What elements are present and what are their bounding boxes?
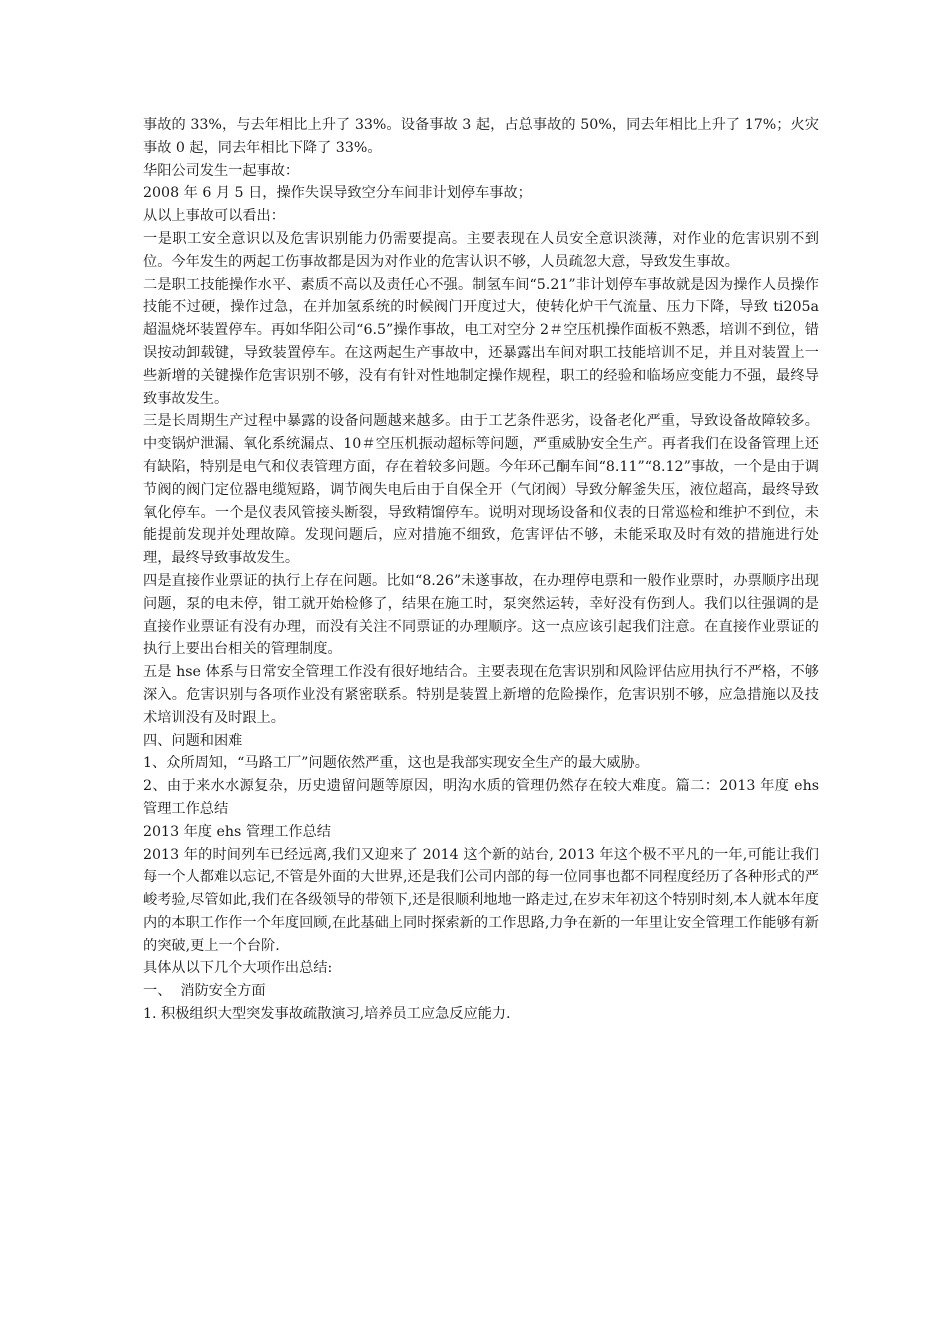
paragraph-7: 三是长周期生产过程中暴露的设备问题越来越多。由于工艺条件恶劣，设备老化严重，导致设备故障较多。中变锅炉泄漏、氧化系统漏点、10＃空压机振动超标等问题，严重威胁安全生产。再者我们在设备管理上还有缺陷，特别是电气和仪表管理方面，存在着较多问题。今年环己酮车间“8.11”“8.12”事故，一个是由于调节阀的阀门定位器电缆短路，调节阀失电后由于自保全开（气闭阀）导致分解釜失压，液位超高，最终导致氧化停车。一个是仪表风管接头断裂，导致精馏停车。说明对现场设备和仪表的日常巡检和维护不到位，未能提前发现并处理故障。发现问题后，应对措施不细致，危害评估不够，未能采取及时有效的措施进行处理，最终导致事故发生。 <box>143 413 819 567</box>
paragraph-8: 四是直接作业票证的执行上存在问题。比如“8.26”未遂事故，在办理停电票和一般作业票时，办票顺序出现问题，泵的电未停，钳工就开始检修了，结果在施工时，泵突然运转，幸好没有伤到人。我们以往强调的是直接作业票证有没有办理，而没有关注不同票证的办理顺序。这一点应该引起我们注意。在直接作业票证的执行上要出台相关的管理制度。 <box>143 572 819 658</box>
paragraph-6: 二是职工技能操作水平、素质不高以及责任心不强。制氢车间“5.21”非计划停车事故就是因为操作人员操作技能不过硬，操作过急，在并加氢系统的时候阀门开度过大，使转化炉干气流量、压力下降，导致 ti205a 超温烧坏装置停车。再如华阳公司“6.5”操作事故，电工对空分 2＃空压机操作面板不熟悉，培训不到位，错误按动卸载键，导致装置停车。在这两起生产事故中，还暴露出车间对职工技能培训不足，并且对装置上一些新增的关键操作危害识别不够，没有有针对性地制定操作规程，职工的经验和临场应变能力不强，最终导致事故发生。 <box>143 276 824 407</box>
paragraph-12: 2、由于来水水源复杂，历史遗留问题等原因，明沟水质的管理仍然存在较大难度。篇二：2013 年度 ehs 管理工作总结 <box>143 778 824 817</box>
report-title: 2013 年度 ehs 管理工作总结 <box>143 823 331 840</box>
paragraph-9: 五是 hse 体系与日常安全管理工作没有很好地结合。主要表现在危害识别和风险评估应用执行不严格，不够深入。危害识别与各项作业没有紧密联系。特别是装置上新增的危险操作，危害识别不够，应急措施以及技术培训没有及时跟上。 <box>143 664 819 726</box>
paragraph-15: 具体从以下几个大项作出总结: <box>143 960 333 977</box>
document-page <box>143 114 824 1026</box>
paragraph-2: 华阳公司发生一起事故： <box>143 162 300 179</box>
paragraph-4: 从以上事故可以看出： <box>143 208 285 225</box>
section-heading-problems: 四、问题和困难 <box>143 732 243 749</box>
paragraph-5: 一是职工安全意识以及危害识别能力仍需要提高。主要表现在人员安全意识淡薄，对作业的危害识别不到位。今年发生的两起工伤事故都是因为对作业的危害认识不够，人员疏忽大意，导致发生事故。 <box>143 230 819 270</box>
paragraph-3: 2008 年 6 月 5 日，操作失误导致空分车间非计划停车事故； <box>143 185 532 202</box>
paragraph-1: 事故的 33%，与去年相比上升了 33%。设备事故 3 起，占总事故的 50%，同去年相比上升了 17%；火灾事故 0 起，同去年相比下降了 33%。 <box>143 117 819 156</box>
list-item-1: 1. 积极组织大型突发事故疏散演习,培养员工应急反应能力. <box>143 1006 511 1023</box>
paragraph-14: 2013 年的时间列车已经远离,我们又迎来了 2014 这个新的站台, 2013 年这个极不平凡的一年,可能让我们每一个人都难以忘记,不管是外面的大世界,还是我们公司内部的每一位同事也都不同程度经历了各种形式的严峻考验,尽管如此,我们在各级领导的带领下,还是很顺利地地一路走过,在岁末年初这个特别时刻,本人就本年度内的本职工作作一个年度回顾,在此基础上同时探索新的工作思路,力争在新的一年里让安全管理工作能够有新的突破,更上一个台阶. <box>143 846 819 954</box>
section-heading-fire-safety: 一、 消防安全方面 <box>143 983 266 1000</box>
paragraph-11: 1、众所周知，“马路工厂”问题依然严重，这也是我部实现安全生产的最大威胁。 <box>143 755 649 772</box>
